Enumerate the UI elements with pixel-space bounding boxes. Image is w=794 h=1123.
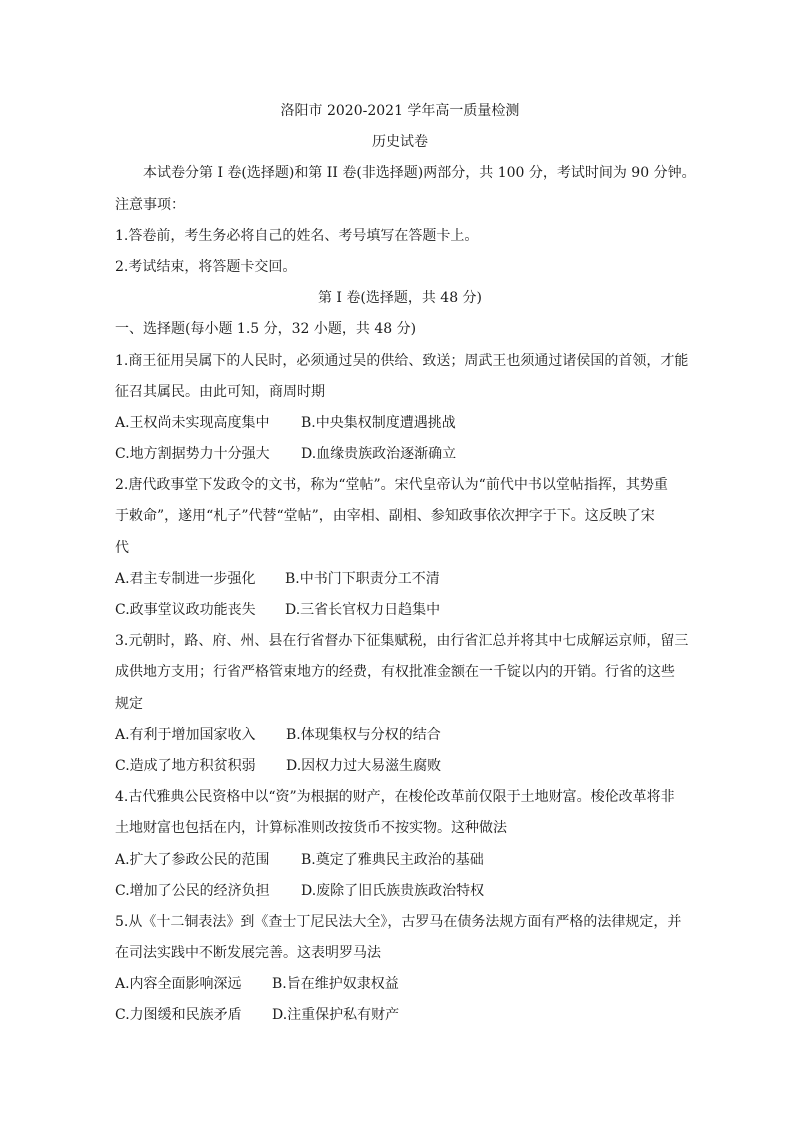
option-c[interactable]: C.增加了公民的经济负担 bbox=[115, 882, 270, 899]
option-row bbox=[115, 720, 685, 751]
question-stem-line: 土地财富也包括在内，计算标准则改按货币不按实物。这种做法 bbox=[115, 820, 507, 837]
option-b[interactable]: B.中书门下职责分工不清 bbox=[285, 570, 440, 587]
option-row bbox=[115, 1000, 685, 1031]
question-stem-line: 于敕命”，遂用“札子”代替“堂帖”，由宰相、副相、参知政事依次押字于下。这反映了宋 bbox=[115, 508, 655, 525]
option-row bbox=[115, 969, 685, 1000]
option-b[interactable]: B.中央集权制度遭遇挑战 bbox=[301, 414, 456, 431]
question-stem-line: 4.古代雅典公民资格中以“资”为根据的财产，在梭伦改革前仅限于土地财富。梭伦改革将非 bbox=[115, 789, 675, 806]
option-row bbox=[115, 876, 685, 907]
section-title: 第 I 卷(选择题，共 48 分) bbox=[317, 290, 483, 307]
option-d[interactable]: D.三省长官权力日趋集中 bbox=[285, 602, 441, 618]
question-stem-line: 5.从《十二铜表法》到《查士丁尼民法大全》，古罗马在债务法规方面有严格的法律规定，并 bbox=[115, 913, 682, 930]
option-b[interactable]: B.体现集权与分权的结合 bbox=[286, 726, 441, 743]
notes-heading: 注意事项： bbox=[115, 196, 185, 213]
note-item: 2.考试结束，将答题卡交回。 bbox=[115, 258, 297, 275]
option-a[interactable]: A.内容全面影响深远 bbox=[115, 976, 242, 993]
option-c[interactable]: C.政事堂议政功能丧失 bbox=[115, 602, 256, 618]
question-1 bbox=[115, 346, 689, 471]
question-stem-line: 代 bbox=[115, 539, 129, 556]
option-row bbox=[115, 845, 685, 876]
question-stem-line: 规定 bbox=[115, 695, 143, 712]
option-d[interactable]: D.血缘贵族政治逐渐确立 bbox=[301, 446, 457, 463]
option-b[interactable]: B.奠定了雅典民主政治的基础 bbox=[301, 851, 484, 868]
exam-page bbox=[115, 96, 696, 1032]
question-2 bbox=[115, 470, 685, 626]
option-c[interactable]: C.造成了地方积贫积弱 bbox=[115, 757, 256, 774]
exam-subject: 历史试卷 bbox=[372, 134, 428, 151]
question-3 bbox=[115, 626, 689, 782]
option-c[interactable]: C.地方割据势力十分强大 bbox=[115, 446, 270, 463]
question-stem-line: 在司法实践中不断发展完善。这表明罗马法 bbox=[115, 945, 381, 962]
option-row bbox=[115, 595, 685, 626]
option-a[interactable]: A.王权尚未实现高度集中 bbox=[115, 414, 270, 431]
option-row bbox=[115, 564, 685, 595]
section-instruction: 一、选择题(每小题 1.5 分，32 小题，共 48 分) bbox=[115, 321, 417, 338]
option-row bbox=[115, 439, 685, 470]
question-stem-line: 成供地方支用；行省严格管束地方的经费，有权批准金额在一千锭以内的开销。行省的这些 bbox=[115, 664, 675, 681]
option-c[interactable]: C.力图缓和民族矛盾 bbox=[115, 1007, 242, 1024]
option-d[interactable]: D.因权力过大易滋生腐败 bbox=[286, 757, 442, 774]
exam-intro: 本试卷分第 I 卷(选择题)和第 II 卷(非选择题)两部分，共 100 分，考试时间为 90 分钟。 bbox=[143, 165, 696, 182]
question-stem-line: 1.商王征用吴属下的人民时，必须通过吴的供给、致送；周武王也须通过诸侯国的首领，才能 bbox=[115, 352, 689, 369]
exam-title: 洛阳市 2020-2021 学年高一质量检测 bbox=[280, 103, 520, 119]
question-stem-line: 征召其属民。由此可知，商周时期 bbox=[115, 383, 325, 400]
option-a[interactable]: A.君主专制进一步强化 bbox=[115, 570, 256, 587]
option-d[interactable]: D.注重保护私有财产 bbox=[272, 1007, 400, 1024]
note-item: 1.答卷前，考生务必将自己的姓名、考号填写在答题卡上。 bbox=[115, 227, 479, 244]
question-stem-line: 2.唐代政事堂下发政令的文书，称为“堂帖”。宋代皇帝认为“前代中书以堂帖指挥，其势重 bbox=[115, 477, 668, 494]
question-5 bbox=[115, 907, 685, 1032]
question-list bbox=[115, 346, 689, 1032]
question-stem-line: 3.元朝时，路、府、州、县在行省督办下征集赋税，由行省汇总并将其中七成解运京师，留三 bbox=[115, 633, 689, 650]
option-row bbox=[115, 408, 685, 439]
option-a[interactable]: A.扩大了参政公民的范围 bbox=[115, 851, 270, 868]
option-d[interactable]: D.废除了旧氏族贵族政治特权 bbox=[301, 882, 485, 899]
option-a[interactable]: A.有利于增加国家收入 bbox=[115, 726, 256, 743]
question-4 bbox=[115, 782, 685, 907]
watermark bbox=[595, 762, 603, 786]
option-b[interactable]: B.旨在维护奴隶权益 bbox=[272, 976, 399, 993]
